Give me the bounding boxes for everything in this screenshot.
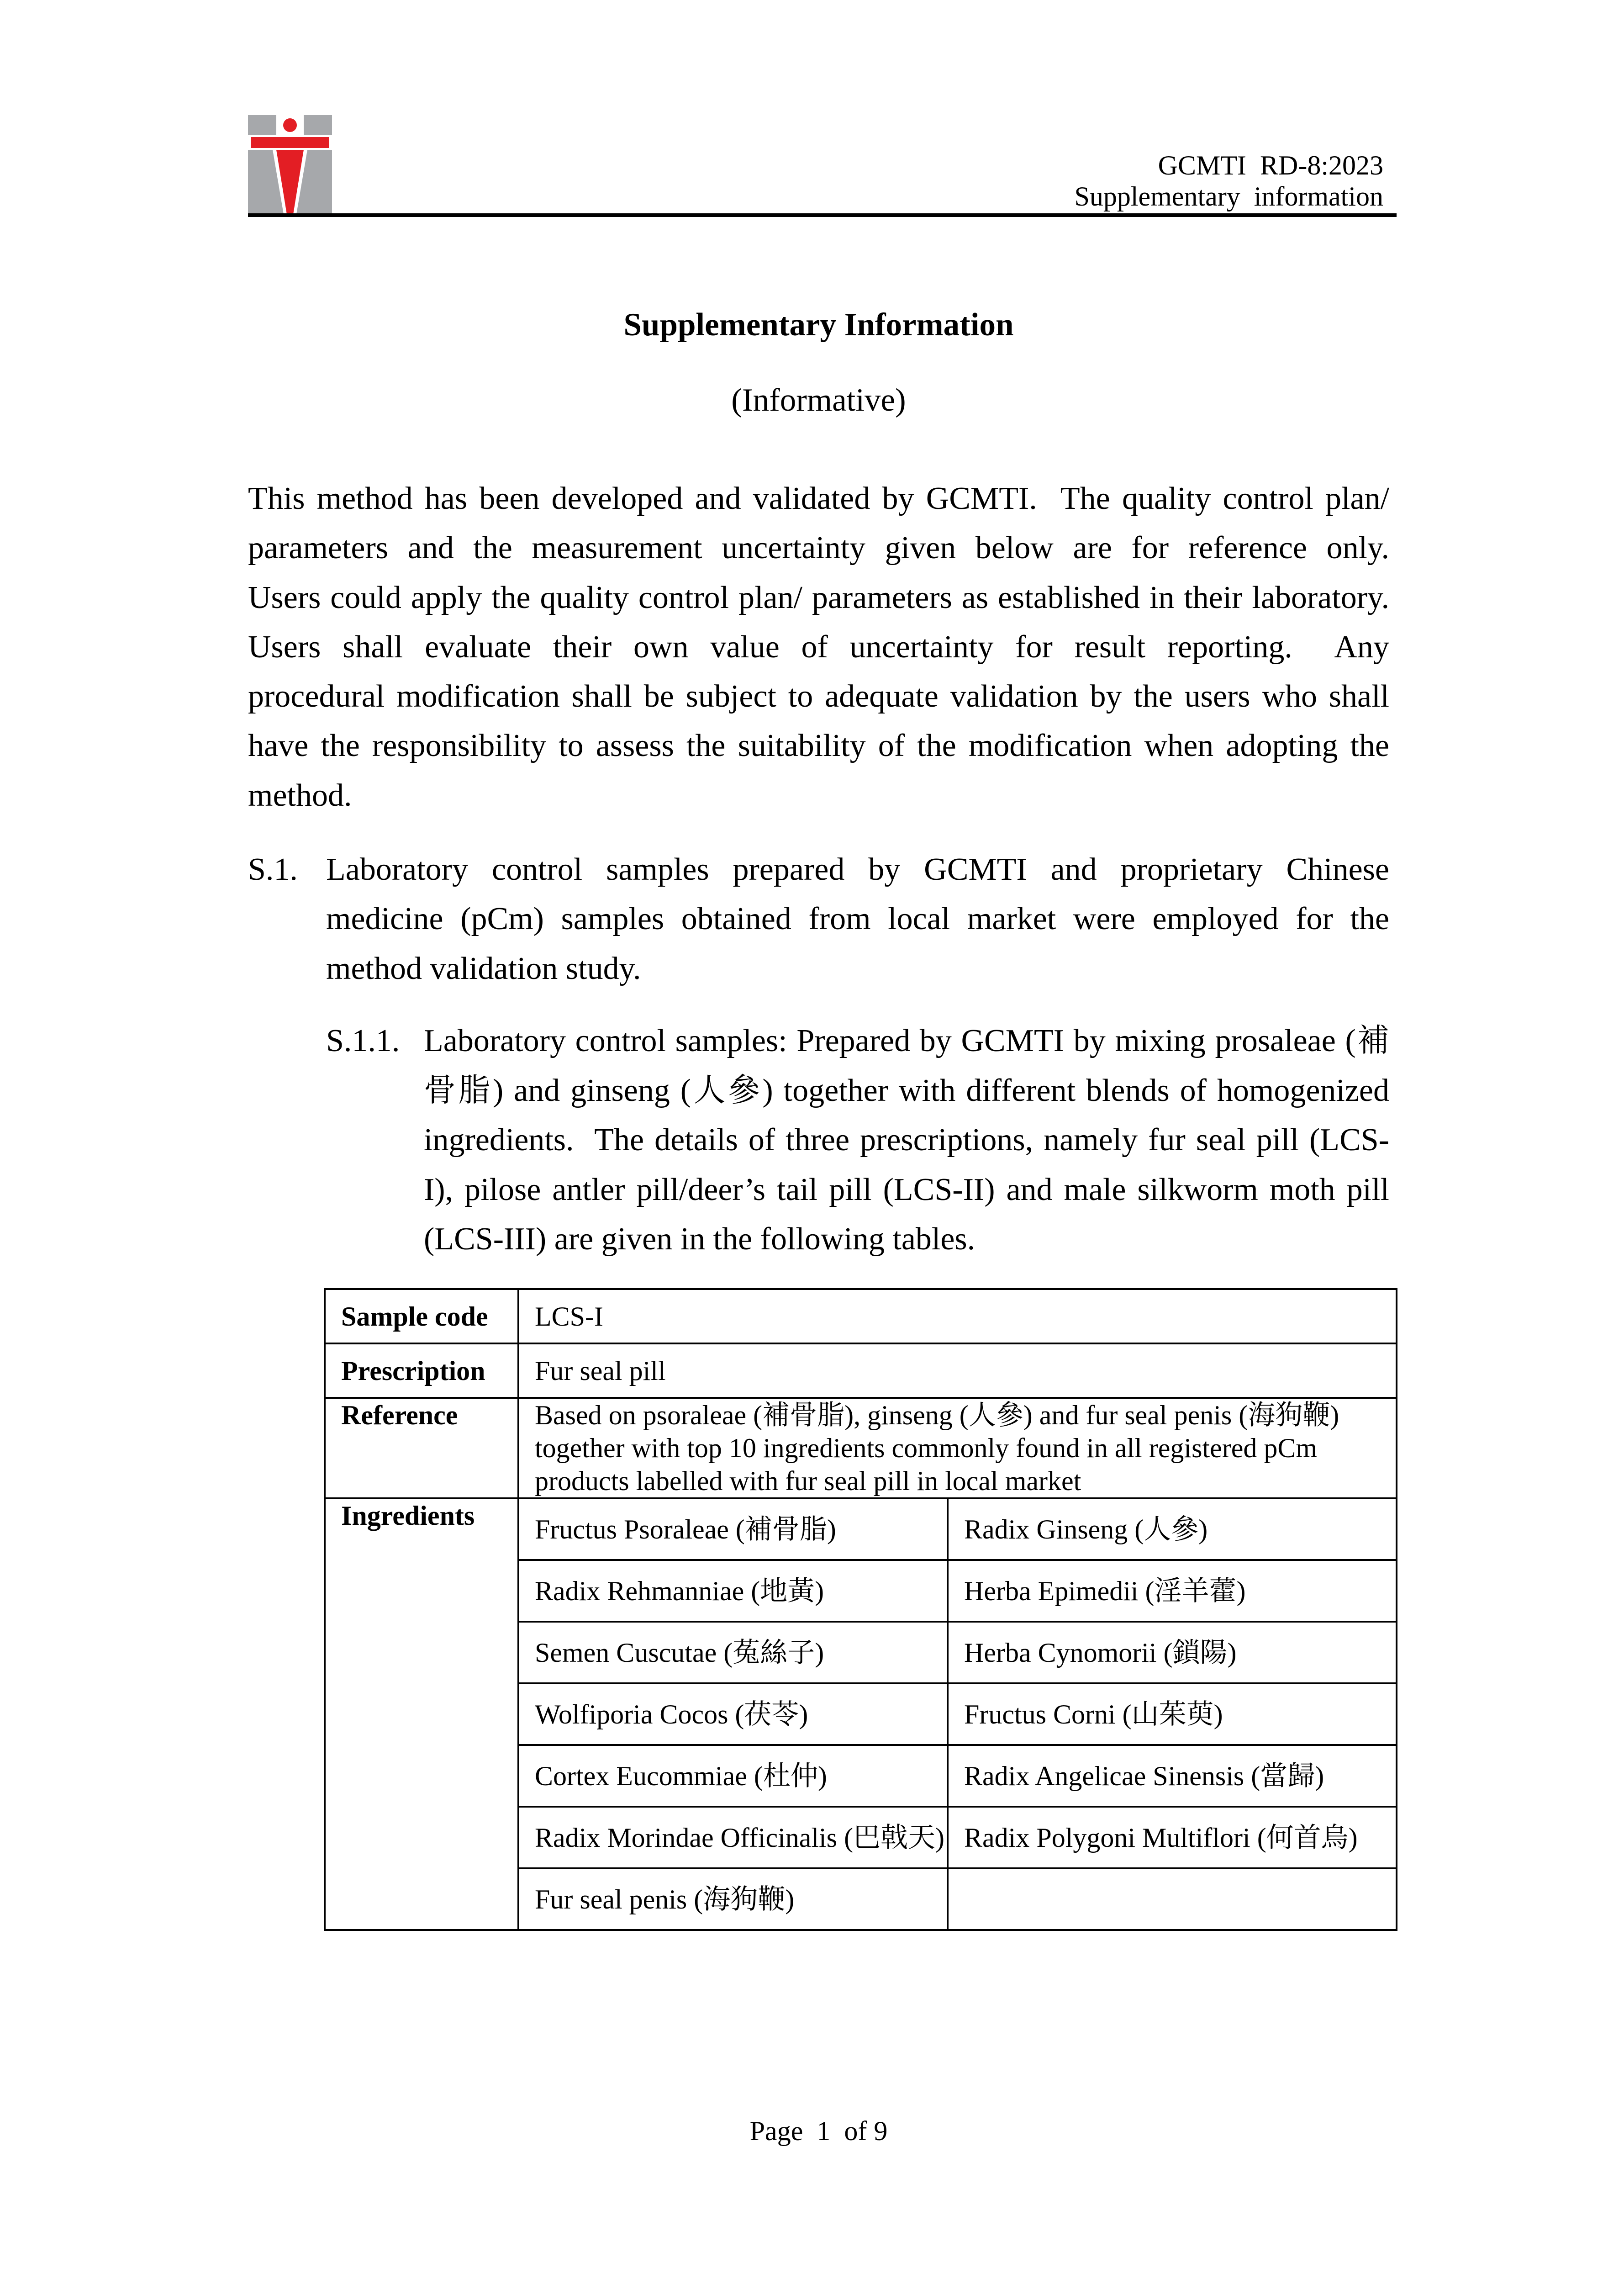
paragraph-line: I), pilose antler pill/deer’s tail pill (LCS-II) and male silkworm moth pill xyxy=(424,1172,1389,1207)
lcs-table xyxy=(324,1288,1397,1931)
paragraph-line: ingredients. The details of three prescriptions, namely fur seal pill (LCS- xyxy=(424,1122,1389,1158)
ingredients-label: Ingredients xyxy=(325,1498,518,1930)
page-prefix: Page xyxy=(749,2116,803,2146)
table-row xyxy=(325,1343,1397,1398)
ingredient-cell: Wolfiporia Cocos (茯苓) xyxy=(518,1683,948,1745)
ingredient-cell: Herba Cynomorii (鎖陽) xyxy=(948,1622,1397,1683)
ingredient-cell: Radix Polygoni Multiflori (何首烏) xyxy=(948,1807,1397,1868)
reference-line: products labelled with fur seal pill in local market xyxy=(535,1466,1081,1496)
ingredient-cell: Fructus Psoraleae (補骨脂) xyxy=(518,1498,948,1560)
ingredient-cell: Radix Rehmanniae (地黃) xyxy=(518,1560,948,1622)
paragraph-line: medicine (pCm) samples obtained from local market were employed for the xyxy=(326,901,1389,937)
ingredient-cell-empty xyxy=(948,1868,1397,1930)
sample-code-label: Sample code xyxy=(325,1289,518,1343)
ingredient-cell: Semen Cuscutae (菟絲子) xyxy=(518,1622,948,1683)
ingredient-cell: Fur seal penis (海狗鞭) xyxy=(518,1868,948,1930)
logo-figure-arms xyxy=(251,137,329,148)
intro-paragraph xyxy=(248,474,1389,820)
page-subtitle: (Informative) xyxy=(731,382,906,418)
ingredient-cell: Fructus Corni (山茱萸) xyxy=(948,1683,1397,1745)
gcmti-logo xyxy=(248,115,332,214)
table-row xyxy=(325,1398,1397,1498)
reference-value xyxy=(518,1398,1397,1498)
paragraph-line: This method has been developed and validated by GCMTI. The quality control plan/ xyxy=(248,481,1389,516)
paragraph-line: Users shall evaluate their own value of uncertainty for result reporting. Any xyxy=(248,629,1389,665)
header-rule xyxy=(248,213,1397,217)
ingredient-cell: Radix Morindae Officinalis (巴戟天) xyxy=(518,1807,948,1868)
page-number: 1 xyxy=(817,2116,831,2146)
paragraph-line: Laboratory control samples: Prepared by GCMTI by mixing prosaleae (補 xyxy=(424,1023,1389,1058)
reference-line: Based on psoraleae (補骨脂), ginseng (人參) and fur seal penis (海狗鞭) xyxy=(535,1400,1339,1430)
paragraph-line: (LCS-III) are given in the following tables. xyxy=(424,1221,975,1257)
page-footer xyxy=(248,2115,1389,2147)
running-header xyxy=(1074,150,1383,212)
prescription-value: Fur seal pill xyxy=(518,1343,1397,1398)
ingredient-cell: Cortex Eucommiae (杜仲) xyxy=(518,1745,948,1807)
logo-figure-head xyxy=(283,118,297,132)
table-row xyxy=(325,1498,1397,1560)
gcmti-logo-icon xyxy=(248,115,332,214)
paragraph-line: Laboratory control samples prepared by GCMTI and proprietary Chinese xyxy=(326,852,1389,887)
sample-code-value: LCS-I xyxy=(518,1289,1397,1343)
paragraph-line: Users could apply the quality control plan/ parameters as established in their laboratory. xyxy=(248,580,1389,615)
paragraph-line: parameters and the measurement uncertainty given below are for reference only. xyxy=(248,530,1389,566)
section-number: S.1. xyxy=(248,852,298,887)
page-total: 9 xyxy=(874,2116,888,2146)
prescription-label: Prescription xyxy=(325,1343,518,1398)
section-s1-1-text xyxy=(424,1016,1389,1264)
paragraph-line: have the responsibility to assess the suitability of the modification when adopting the xyxy=(248,728,1389,764)
document-code: GCMTI RD-8:2023 xyxy=(1158,150,1383,180)
subsection-number: S.1.1. xyxy=(326,1023,400,1058)
paragraph-line: procedural modification shall be subject to adequate validation by the users who shall xyxy=(248,679,1389,714)
document-type: Supplementary information xyxy=(1074,181,1383,211)
paragraph-line: method validation study. xyxy=(326,951,641,986)
page-title: Supplementary Information xyxy=(623,307,1014,343)
table-row xyxy=(325,1289,1397,1343)
reference-line: together with top 10 ingredients commonly found in all registered pCm xyxy=(535,1433,1318,1463)
ingredient-cell: Radix Ginseng (人參) xyxy=(948,1498,1397,1560)
reference-label: Reference xyxy=(325,1398,518,1498)
paragraph-line: 骨脂) and ginseng (人參) together with different blends of homogenized xyxy=(424,1073,1389,1108)
ingredient-cell: Radix Angelicae Sinensis (當歸) xyxy=(948,1745,1397,1807)
ingredient-cell: Herba Epimedii (淫羊藿) xyxy=(948,1560,1397,1622)
section-s1-text xyxy=(326,845,1389,994)
page-of: of xyxy=(844,2116,867,2146)
paragraph-line: method. xyxy=(248,777,352,813)
